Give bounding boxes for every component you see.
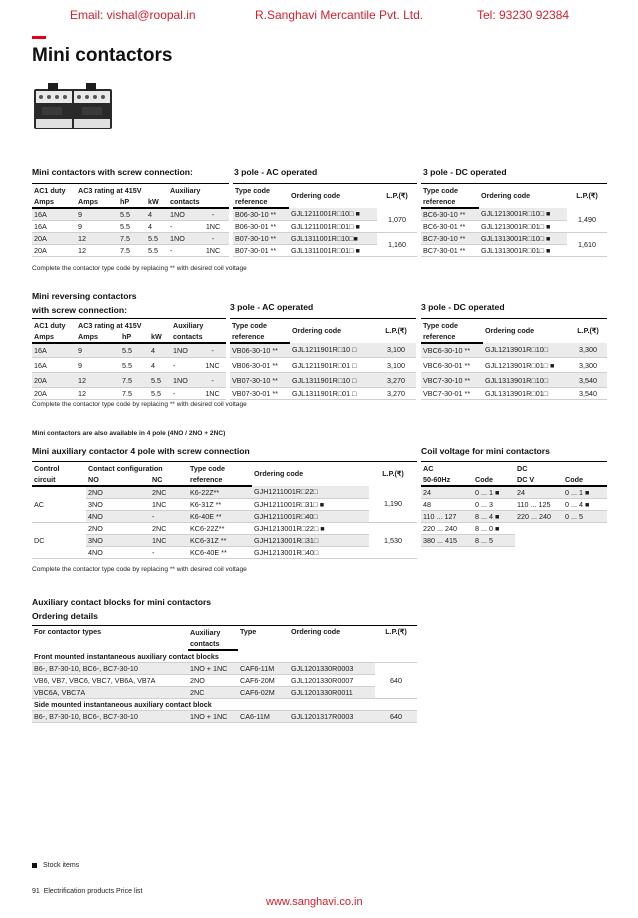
col-contact-config: Contact configuration	[86, 462, 188, 474]
table-row: BC6-30-10 ** GJL1213001R□10□ ■ 1,490	[421, 208, 607, 221]
aux-title: Auxiliary contact blocks for mini contactors	[32, 597, 212, 607]
table-row: B07-30-01 ** GJL1311001R□01□ ■	[233, 244, 417, 256]
col-type: Type	[238, 626, 289, 650]
circuit-ac: AC	[32, 486, 86, 523]
col-hz: 50-60Hz	[421, 474, 473, 486]
section2-ac-table	[230, 318, 416, 400]
table-row: B07-30-10 ** GJL1311001R□10□■ 1,160	[233, 232, 417, 244]
price-cell: 1,190	[369, 486, 417, 523]
table-row: 3NO 1NC K6-31Z ** GJH1211001R□31□ ■	[32, 498, 417, 510]
col-ac1-duty: AC1 duty	[32, 184, 76, 196]
price-cell: 1,530	[369, 522, 417, 558]
col-aux-line2: contacts	[171, 331, 226, 343]
table-row: 380 ... 415 8 ... 5	[421, 534, 607, 546]
col-ordering-code: Ordering code	[289, 184, 377, 208]
legend-label: Stock items	[43, 862, 80, 869]
table-row: 16A 9 5.5 4 1NO -	[32, 343, 226, 358]
col-lp: L.P.(₹)	[369, 462, 417, 486]
four-pole-note: Mini contactors are also available in 4 pole (4NO / 2NO + 2NC)	[32, 430, 226, 437]
col-lp: L.P.(₹)	[377, 184, 417, 208]
table-row: 16A 9 5.5 4 - 1NC	[32, 358, 226, 373]
col-hp: hP	[120, 331, 149, 343]
section2-ac-title: 3 pole - AC operated	[230, 302, 314, 312]
legend	[32, 862, 79, 869]
table-row: VB07-30-10 ** GJL1311901R□10 □ 3,270	[230, 373, 416, 388]
section1-ac-title: 3 pole - AC operated	[234, 167, 318, 177]
col-ordering-code: Ordering code	[479, 184, 567, 208]
table-row: B06-30-01 ** GJL1211001R□01□ ■	[233, 220, 417, 232]
table-row: BC7-30-10 ** GJL1313001R□10□ ■ 1,610	[421, 232, 607, 244]
col-lp: L.P.(₹)	[376, 319, 416, 343]
section1-dc-title: 3 pole - DC operated	[423, 167, 507, 177]
col-ac: AC	[421, 462, 515, 474]
price-cell: 1,160	[377, 232, 417, 256]
table-row: 4NO - KC6-40E ** GJH1213001R□40□	[32, 546, 417, 558]
section1-dc-table	[421, 183, 607, 257]
table-row: 24 0 ... 1 ■ 24 0 ... 1 ■	[421, 486, 607, 499]
col-hp: hP	[118, 196, 146, 208]
table-row: 20A 12 7.5 5.5 - 1NC	[32, 388, 226, 400]
table-section-row: Front mounted instantaneous auxiliary contact blocks	[32, 650, 417, 663]
header-email: Email: vishal@roopal.in	[70, 8, 196, 22]
col-aux-line2: contacts	[188, 638, 238, 650]
table-row: VB07-30-01 ** GJL1311901R□01 □ 3,270	[230, 388, 416, 400]
col-dc: DC	[515, 462, 607, 474]
col-lp: L.P.(₹)	[569, 319, 607, 343]
col-type-code: Type code	[233, 184, 289, 196]
table-row: VB6, VB7, VBC6, VBC7, VB6A, VB7A 2NO CAF6-20M GJL1201330R0007	[32, 674, 417, 686]
table-row: BC6-30-01 ** GJL1213001R□01□ ■	[421, 220, 607, 232]
table-row: 4NO - K6-40E ** GJH1211001R□40□	[32, 510, 417, 522]
circuit-dc: DC	[32, 522, 86, 558]
footer-url[interactable]: www.sanghavi.co.in	[266, 896, 363, 908]
col-kw: kW	[146, 196, 168, 208]
col-reference: reference	[233, 196, 289, 208]
col-aux-line1: Auxiliary	[171, 319, 226, 331]
col-amps: Amps	[76, 196, 118, 208]
section2-dc-title: 3 pole - DC operated	[421, 302, 505, 312]
table-row: VB06-30-01 ** GJL1211901R□01 □ 3,100	[230, 358, 416, 373]
stock-square-icon	[32, 863, 37, 868]
col-code: Code	[473, 474, 515, 486]
col-ordering-code: Ordering code	[483, 319, 569, 343]
table-row: 220 ... 240 8 ... 0 ■	[421, 522, 607, 534]
table-row: BC7-30-01 ** GJL1313001R□01□ ■	[421, 244, 607, 256]
header-company: R.Sanghavi Mercantile Pvt. Ltd.	[255, 8, 424, 22]
col-reference: reference	[421, 331, 483, 343]
section1-spec-table	[32, 183, 229, 257]
table-row: 16A 9 5.5 4 1NO -	[32, 208, 229, 221]
page-number: 91	[32, 888, 40, 895]
table-row: 48 0 ... 3 110 ... 125 0 ... 4 ■	[421, 498, 607, 510]
col-code2: Code	[563, 474, 607, 486]
page-title: Mini contactors	[32, 45, 173, 66]
col-type-code: Type code	[421, 319, 483, 331]
section2-dc-table	[421, 318, 607, 400]
col-reference: reference	[421, 196, 479, 208]
header-tel: Tel: 93230 92384	[477, 8, 570, 22]
table-row: 20A 12 7.5 5.5 1NO -	[32, 373, 226, 388]
table-row: VBC6-30-10 ** GJL1213901R□10□ 3,300	[421, 343, 607, 358]
col-type-code: Type code	[421, 184, 479, 196]
section2-title-line1: Mini reversing contactors	[32, 291, 137, 301]
price-cell: 1,610	[567, 232, 607, 256]
section2-note: Complete the contactor type code by replacing ** with desired coil voltage	[32, 401, 247, 408]
col-no: NO	[86, 474, 150, 486]
price-cell: 1,070	[377, 208, 417, 233]
col-reference: reference	[230, 331, 290, 343]
table-section-row: Side mounted instantaneous auxiliary contact block	[32, 698, 417, 710]
table-row: VBC7-30-10 ** GJL1313901R□10□ 3,540	[421, 373, 607, 388]
col-ordering-code: Ordering code	[289, 626, 375, 650]
section2-spec-table	[32, 318, 226, 400]
col-ordering-code: Ordering code	[252, 462, 369, 486]
table-row: VB06-30-10 ** GJL1211901R□10 □ 3,100	[230, 343, 416, 358]
table-row: 110 ... 127 8 ... 4 ■ 220 ... 240 0 ... 5	[421, 510, 607, 522]
table-row: B6-, B7-30-10, BC6-, BC7-30-10 1NO + 1NC CAF6-11M GJL1201330R0003 640	[32, 662, 417, 674]
col-ac3-rating: AC3 rating at 415V	[76, 319, 171, 331]
col-kw: kW	[149, 331, 171, 343]
footer-label: Electrification products Price list	[43, 888, 143, 895]
table-row: B06-30-10 ** GJL1211001R□10□ ■ 1,070	[233, 208, 417, 221]
col-aux-line2: contacts	[168, 196, 229, 208]
col-aux-line1: Auxiliary	[188, 626, 238, 638]
col-circuit: circuit	[32, 474, 86, 486]
col-amps1: Amps	[32, 331, 76, 343]
col-type-code: Type code	[230, 319, 290, 331]
col-for: For contactor types	[32, 626, 188, 650]
contactor-photo	[32, 79, 114, 135]
col-amps1: Amps	[32, 196, 76, 208]
table-row: VBC6-30-01 ** GJL1213901R□01□ ■ 3,300	[421, 358, 607, 373]
section3-title: Mini auxiliary contactor 4 pole with screw connection	[32, 446, 250, 456]
table-row: 20A 12 7.5 5.5 - 1NC	[32, 244, 229, 256]
col-nc: NC	[150, 474, 188, 486]
col-dcv: DC V	[515, 474, 563, 486]
coil-table	[421, 461, 607, 547]
aux-subtitle: Ordering details	[32, 611, 98, 621]
table-row: AC 2NO 2NC K6-22Z** GJH1211001R□22□ 1,190	[32, 486, 417, 499]
col-reference: reference	[188, 474, 252, 486]
section3-note: Complete the contactor type code by replacing ** with desired coil voltage	[32, 566, 247, 573]
table-row: 20A 12 7.5 5.5 1NO -	[32, 232, 229, 244]
col-ac1-duty: AC1 duty	[32, 319, 76, 331]
coil-title: Coil voltage for mini contactors	[421, 446, 550, 456]
col-control: Control	[32, 462, 86, 474]
col-ordering-code: Ordering code	[290, 319, 376, 343]
table-row: DC 2NO 2NC KC6-22Z** GJH1213001R□22□ ■ 1,530	[32, 522, 417, 534]
section1-note: Complete the contactor type code by replacing ** with desired coil voltage	[32, 265, 247, 272]
col-lp: L.P.(₹)	[375, 626, 417, 650]
price-cell: 1,490	[567, 208, 607, 233]
section1-ac-table	[233, 183, 417, 257]
col-amps: Amps	[76, 331, 120, 343]
table-row: B6-, B7-30-10, BC6-, BC7-30-10 1NO + 1NC CA6-11M GJL1201317R0003 640	[32, 710, 417, 722]
section2-title-line2: with screw connection:	[32, 305, 128, 315]
section1-title: Mini contactors with screw connection:	[32, 167, 193, 177]
section3-table	[32, 461, 417, 559]
col-lp: L.P.(₹)	[567, 184, 607, 208]
footer-text	[32, 888, 143, 895]
accent-bar	[32, 36, 46, 39]
col-ac3-rating: AC3 rating at 415V	[76, 184, 168, 196]
aux-table	[32, 625, 417, 723]
col-aux-line1: Auxiliary	[168, 184, 229, 196]
table-row: VBC7-30-01 ** GJL1313901R□01□ 3,540	[421, 388, 607, 400]
table-row: VBC6A, VBC7A 2NC CAF6-02M GJL1201330R0011	[32, 686, 417, 698]
col-type-code: Type code	[188, 462, 252, 474]
table-row: 16A 9 5.5 4 - 1NC	[32, 220, 229, 232]
table-row: 3NO 1NC KC6-31Z ** GJH1213001R□31□	[32, 534, 417, 546]
price-cell: 640	[375, 662, 417, 698]
